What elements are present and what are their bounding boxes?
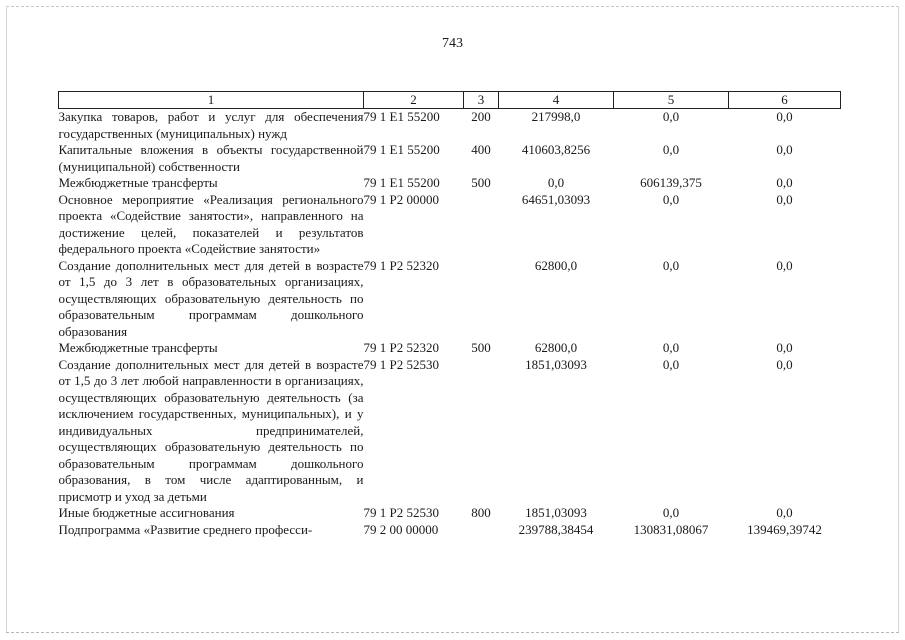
row-expense-type	[464, 522, 499, 539]
row-expense-type: 200	[471, 109, 491, 124]
row-value-6: 0,0	[776, 340, 793, 355]
page-number: 743	[442, 36, 463, 51]
page-border-bottom	[6, 632, 899, 633]
row-value-6: 0,0	[776, 175, 793, 190]
row-value-6: 0,0	[776, 109, 793, 124]
row-code: 79 1 P2 52320	[363, 257, 439, 273]
row-expense-type: 500	[471, 175, 491, 190]
row-name: Межбюджетные трансферты	[58, 175, 218, 190]
row-name: Подпрограмма «Развитие среднего професси-	[58, 521, 313, 537]
table-row	[59, 142, 841, 175]
row-value-5: 0,0	[662, 505, 680, 520]
row-expense-type	[464, 357, 499, 506]
column-header-4: 4	[499, 92, 614, 109]
row-code: 79 1 P2 52530	[363, 505, 439, 520]
column-header-6: 6	[729, 92, 841, 109]
table-row	[59, 175, 841, 192]
row-value-4: 64651,03093	[521, 191, 591, 207]
column-header-5: 5	[614, 92, 729, 109]
row-value-5: 130831,08067	[633, 521, 709, 537]
row-value-6: 0,0	[776, 356, 793, 372]
row-value-6: 0,0	[776, 191, 793, 207]
row-value-5: 606139,375	[640, 175, 702, 190]
row-expense-type: 500	[471, 340, 491, 355]
table-row	[59, 258, 841, 341]
row-value-4: 62800,0	[534, 257, 578, 273]
row-name: Создание дополнительных мест для детей в возрасте от 1,5 до 3 лет любой направленности в организациях, осуществляющих образовательную деятельность (за исключением государственных, муниципальных), и у индивидуальных предпринимателей, осуществляющих образовательную деятельность по образовательным программам дошкольного образования, в том числе адаптированным, и присмотр и уход за детьми	[58, 356, 364, 504]
table-row	[59, 192, 841, 258]
row-value-6: 0,0	[776, 505, 793, 520]
row-code: 79 1 E1 55200	[363, 109, 440, 124]
page-border-top	[6, 6, 899, 7]
row-code: 79 1 E1 55200	[363, 142, 440, 157]
row-expense-type: 400	[471, 142, 491, 157]
row-value-4: 217998,0	[531, 109, 581, 124]
page-border-left	[6, 6, 7, 632]
row-code: 79 1 P2 52320	[363, 340, 439, 355]
row-value-4: 1851,03093	[525, 356, 587, 372]
row-code: 79 1 P2 00000	[363, 191, 439, 207]
table-body	[59, 109, 841, 539]
column-header-2: 2	[364, 92, 464, 109]
row-value-4: 410603,8256	[521, 142, 591, 157]
row-value-5: 0,0	[662, 356, 680, 372]
row-expense-type	[464, 258, 499, 341]
row-value-4: 0,0	[547, 175, 565, 190]
row-value-5: 0,0	[662, 257, 680, 273]
row-value-4: 1851,03093	[525, 505, 587, 520]
table-row	[59, 109, 841, 143]
row-value-6: 0,0	[776, 257, 793, 273]
row-code: 79 1 E1 55200	[363, 175, 440, 190]
row-value-4: 239788,38454	[518, 521, 594, 537]
table-row	[59, 340, 841, 357]
table-header	[59, 92, 841, 109]
row-code: 79 2 00 00000	[363, 521, 439, 537]
row-value-5: 0,0	[662, 142, 680, 157]
row-name: Закупка товаров, работ и услуг для обеспечения государственных (муниципальных) нужд	[58, 109, 364, 141]
row-name: Межбюджетные трансферты	[58, 340, 218, 355]
table-row	[59, 505, 841, 522]
row-value-4: 62800,0	[534, 340, 578, 355]
row-value-5: 0,0	[662, 340, 680, 355]
row-value-6: 139469,39742	[747, 521, 822, 537]
page-border-right	[898, 6, 899, 632]
row-name: Капитальные вложения в объекты государственной (муниципальной) собственности	[58, 142, 364, 174]
header-row	[59, 92, 841, 109]
table-row	[59, 522, 841, 539]
row-value-5: 0,0	[662, 191, 680, 207]
row-code: 79 1 P2 52530	[363, 356, 439, 372]
column-header-3: 3	[464, 92, 499, 109]
row-name: Основное мероприятие «Реализация регионального проекта «Содействие занятости», направленного на достижение целей, показателей и результатов федерального проекта «Содействие занятости»	[58, 191, 364, 256]
row-name: Иные бюджетные ассигнования	[58, 505, 235, 520]
row-name: Создание дополнительных мест для детей в возрасте от 1,5 до 3 лет в образовательных организациях, осуществляющих образовательную деятельность по образовательным программам дошкольного образования	[58, 257, 364, 339]
table-row	[59, 357, 841, 506]
row-value-6: 0,0	[776, 142, 793, 157]
budget-table	[58, 91, 841, 538]
column-header-1: 1	[59, 92, 364, 109]
row-expense-type: 800	[471, 505, 491, 520]
row-expense-type	[464, 192, 499, 258]
row-value-5: 0,0	[662, 109, 680, 124]
